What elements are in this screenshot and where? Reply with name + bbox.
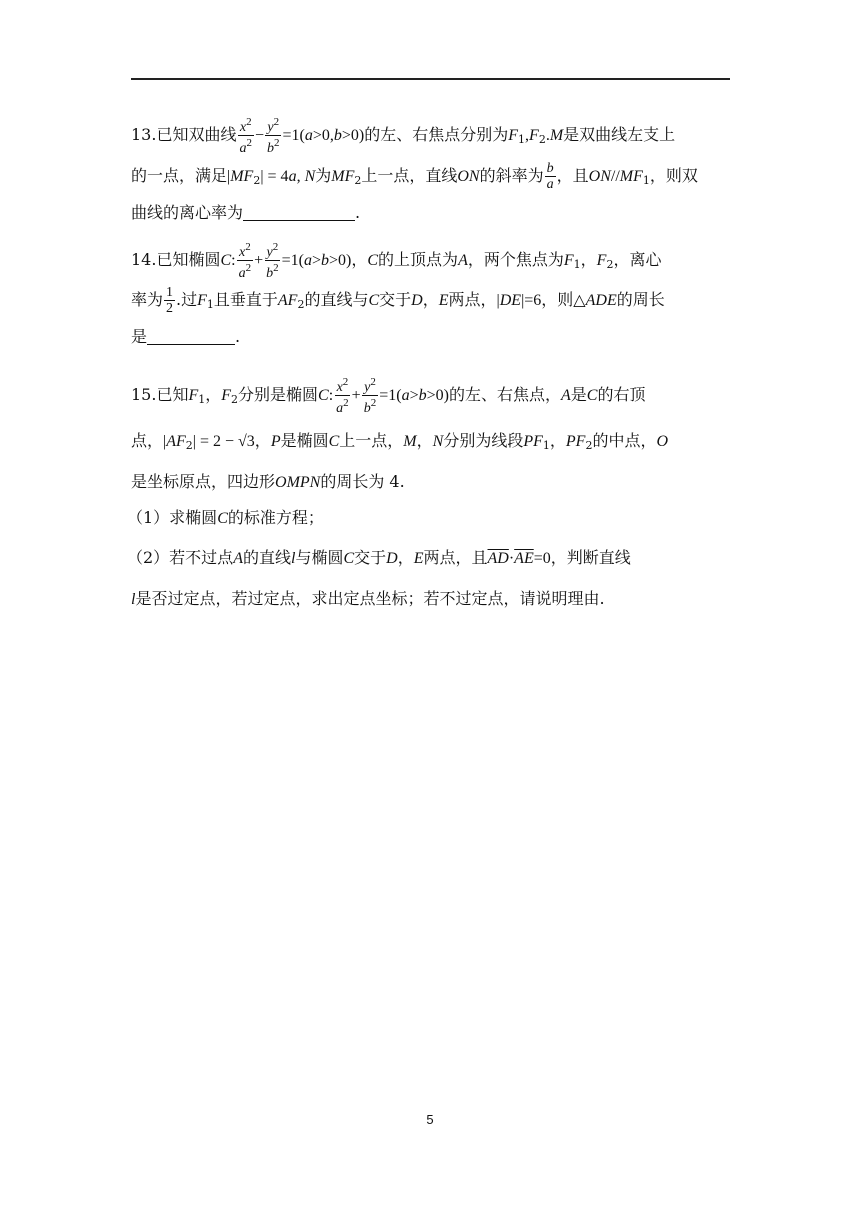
q15-line-1: 15.已知$F_1$，$F_2$分别是椭圆C: $\frac{x^2}{a^2}$ + $\frac{y^2}{b^2}$ =1(a>b>0)的左、右焦点，A是C的右顶 <box>131 376 646 416</box>
q15-line-3: 是坐标原点，四边形OMPN的周长为 4. <box>131 472 405 491</box>
q15-part-2: （2）若不过点A的直线l与椭圆C交于D，E两点，且$\overline{AD}\cdot\overline{AE}=0$，判断直线 <box>127 548 631 567</box>
fraction: $\frac{x^2}{a^2}$ <box>238 241 252 281</box>
q14-line-3: 是 . <box>131 327 241 346</box>
fraction: $\frac{y^2}{b^2}$ <box>266 241 279 281</box>
fraction: $\frac{y^2}{b^2}$ <box>266 116 280 156</box>
fraction: $\frac{y^2}{b^2}$ <box>363 376 377 416</box>
q13-line-3: 曲线的离心率为 . <box>131 203 361 222</box>
q13-text: 13.已知双曲线 <box>131 125 237 144</box>
q15-part-2-cont: l是否过定点，若过定点，求出定点坐标；若不过定点，请说明理由. <box>131 589 605 608</box>
answer-blank <box>147 328 235 345</box>
q14-line-2: 率为 $\frac{1}{2}$ .过$F_1$且垂直于$AF_2$的直线与C交于D，E两点，|DE|=6，则△ADE的周长 <box>131 285 665 316</box>
q13-line-2: 的一点，满足$|MF_2| = 4a$, N为$MF_2$上一点，直线ON的斜率为 $\frac{b}{a}$ ，且$ON//MF_1$，则双 <box>131 161 698 192</box>
q14-line-1: 14.已知椭圆C: $\frac{x^2}{a^2}$ + $\frac{y^2}{b^2}$ =1(a>b>0)，C的上顶点为A，两个焦点为$F_1$，$F_2$，离心 <box>131 241 662 281</box>
header-rule <box>131 78 730 80</box>
fraction: $\frac{x^2}{a^2}$ <box>336 376 349 416</box>
answer-blank <box>243 204 355 221</box>
fraction: $\frac{b}{a}$ <box>546 161 554 192</box>
fraction: $\frac{x^2}{a^2}$ <box>239 116 252 156</box>
fraction: $\frac{1}{2}$ <box>166 285 174 316</box>
q15-part-1: （1）求椭圆C的标准方程； <box>127 508 324 527</box>
page-number: 5 <box>426 1112 434 1127</box>
q15-line-2: 点，$|AF_2| = 2 - √3$，P是椭圆C上一点，M，N分别为线段$PF_1$，$PF_2$的中点，O <box>131 431 669 452</box>
q13-line-1: 13.已知双曲线 $\frac{x^2}{a^2}$ − $\frac{y^2}{b^2}$ =1(a>0,b>0)的左、右焦点分别为$F_1,F_2.M$是双曲线左支上 <box>131 116 676 156</box>
